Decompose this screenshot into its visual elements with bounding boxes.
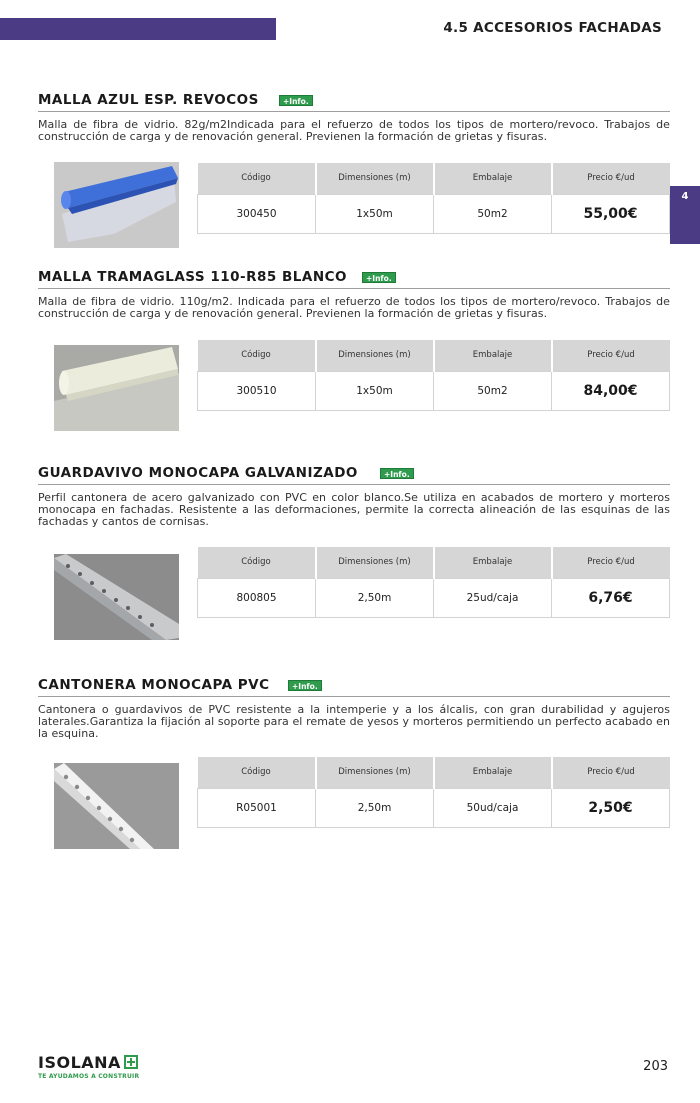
price-cell: 6,76€ bbox=[552, 578, 670, 617]
product-image-white-mesh bbox=[54, 345, 179, 431]
product-image-blue-mesh bbox=[54, 162, 179, 248]
product-table bbox=[197, 757, 670, 828]
col-header-price: Precio €/ud bbox=[552, 757, 670, 788]
info-link-button[interactable]: +Info. bbox=[362, 272, 396, 283]
packaging-cell: 50m2 bbox=[434, 371, 552, 410]
page-number: 203 bbox=[643, 1059, 668, 1074]
dimensions-cell: 2,50m bbox=[316, 578, 434, 617]
logo-wordmark: ISOLANA bbox=[38, 1053, 121, 1072]
product-image-galvanized-profile bbox=[54, 554, 179, 640]
product-description: Cantonera o guardavivos de PVC resistente a la intemperie y a los álcalis, con gran durabilidad y agujeros laterales.Garantiza la fijación al soporte para el remate de yesos y morteros permitiendo un perfecto acabado en la esquina. bbox=[38, 703, 670, 740]
dimensions-cell: 2,50m bbox=[316, 788, 434, 827]
pvc-corner-profile-icon bbox=[54, 763, 179, 849]
packaging-cell: 50m2 bbox=[434, 194, 552, 233]
col-header-dimensions: Dimensiones (m) bbox=[316, 163, 434, 194]
chapter-side-tab[interactable]: 4 bbox=[670, 186, 700, 244]
table-row bbox=[198, 371, 670, 410]
packaging-cell: 25ud/caja bbox=[434, 578, 552, 617]
col-header-dimensions: Dimensiones (m) bbox=[316, 340, 434, 371]
col-header-price: Precio €/ud bbox=[552, 547, 670, 578]
col-header-code: Código bbox=[198, 163, 316, 194]
product-description: Malla de fibra de vidrio. 110g/m2. Indicada para el refuerzo de todos los tipos de mortero/revoco. Trabajos de construcción de carga y de renovación general. Previenen la formación de grietas y fisuras. bbox=[38, 295, 670, 320]
col-header-code: Código bbox=[198, 340, 316, 371]
plus-box-icon bbox=[124, 1055, 138, 1069]
logo-tagline: TE AYUDAMOS A CONSTRUIR bbox=[38, 1073, 140, 1080]
product-malla-azul bbox=[38, 92, 670, 143]
product-table bbox=[197, 547, 670, 618]
table-row bbox=[198, 194, 670, 233]
product-malla-tramaglass bbox=[38, 269, 670, 320]
table-row bbox=[198, 788, 670, 827]
code-cell: 800805 bbox=[198, 578, 316, 617]
section-title: 4.5 ACCESORIOS FACHADAS bbox=[443, 20, 662, 36]
col-header-price: Precio €/ud bbox=[552, 163, 670, 194]
code-cell: 300510 bbox=[198, 371, 316, 410]
packaging-cell: 50ud/caja bbox=[434, 788, 552, 827]
table-row bbox=[198, 578, 670, 617]
product-title: MALLA AZUL ESP. REVOCOS bbox=[38, 92, 259, 108]
col-header-packaging: Embalaje bbox=[434, 547, 552, 578]
code-cell: R05001 bbox=[198, 788, 316, 827]
product-title: CANTONERA MONOCAPA PVC bbox=[38, 677, 270, 693]
product-description: Perfil cantonera de acero galvanizado con PVC en color blanco.Se utiliza en acabados de mortero y morteros monocapa en fachadas. Resistente a las deformaciones, permite la correcta alineación de las esquinas de las fachadas y cantos de cornisas. bbox=[38, 491, 670, 528]
product-cantonera-pvc bbox=[38, 677, 670, 740]
blue-mesh-roll-icon bbox=[54, 162, 179, 248]
white-mesh-roll-icon bbox=[54, 345, 179, 431]
info-link-button[interactable]: +Info. bbox=[380, 468, 414, 479]
price-cell: 84,00€ bbox=[552, 371, 670, 410]
product-guardavivo-galvanizado bbox=[38, 465, 670, 528]
product-table bbox=[197, 340, 670, 411]
dimensions-cell: 1x50m bbox=[316, 371, 434, 410]
col-header-packaging: Embalaje bbox=[434, 340, 552, 371]
col-header-packaging: Embalaje bbox=[434, 757, 552, 788]
product-image-pvc-profile bbox=[54, 763, 179, 849]
product-title: GUARDAVIVO MONOCAPA GALVANIZADO bbox=[38, 465, 358, 481]
col-header-code: Código bbox=[198, 547, 316, 578]
galvanized-corner-profile-icon bbox=[54, 554, 179, 640]
code-cell: 300450 bbox=[198, 194, 316, 233]
dimensions-cell: 1x50m bbox=[316, 194, 434, 233]
col-header-code: Código bbox=[198, 757, 316, 788]
product-description: Malla de fibra de vidrio. 82g/m2Indicada para el refuerzo de todos los tipos de mortero/revoco. Trabajos de construcción de carga y de renovación general. Previenen la formación de grietas y fisuras. bbox=[38, 118, 670, 143]
price-cell: 55,00€ bbox=[552, 194, 670, 233]
isolana-logo bbox=[38, 1053, 139, 1080]
header-accent-bar bbox=[0, 18, 276, 40]
col-header-price: Precio €/ud bbox=[552, 340, 670, 371]
price-cell: 2,50€ bbox=[552, 788, 670, 827]
col-header-packaging: Embalaje bbox=[434, 163, 552, 194]
product-title: MALLA TRAMAGLASS 110-R85 BLANCO bbox=[38, 269, 348, 285]
col-header-dimensions: Dimensiones (m) bbox=[316, 757, 434, 788]
col-header-dimensions: Dimensiones (m) bbox=[316, 547, 434, 578]
info-link-button[interactable]: +Info. bbox=[288, 680, 322, 691]
info-link-button[interactable]: +Info. bbox=[279, 95, 313, 106]
product-table bbox=[197, 163, 670, 234]
